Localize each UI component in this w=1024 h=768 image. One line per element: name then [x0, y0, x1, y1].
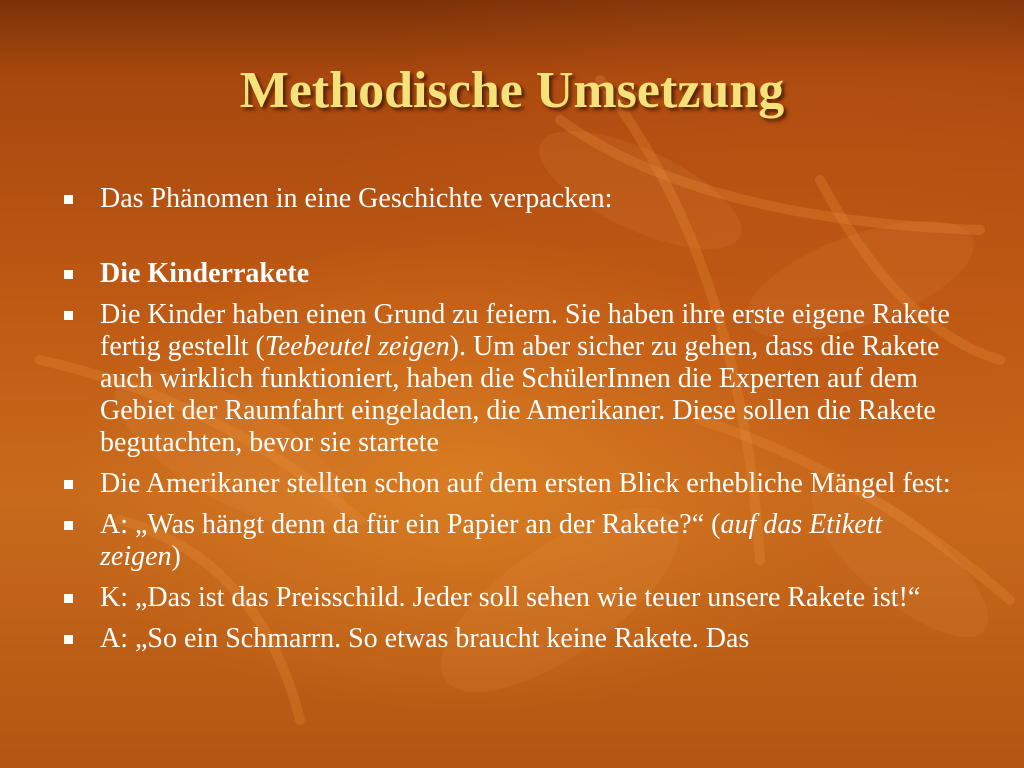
- bullet-item: [60, 623, 965, 655]
- bullet-list: [60, 183, 965, 655]
- square-bullet-icon: [64, 311, 73, 320]
- bullet-item: [60, 509, 965, 573]
- bullet-text: Die Kinder haben einen Grund zu feiern. Sie haben ihre erste eigene Rakete fertig gestellt (: [100, 299, 950, 362]
- square-bullet-icon: [64, 594, 73, 603]
- bullet-text: K: „Das ist das Preisschild. Jeder soll sehen wie teuer unsere Rakete ist!“: [100, 582, 921, 613]
- stage-direction-text: auf das Etikett zeigen: [100, 509, 883, 572]
- bullet-item: [60, 299, 965, 459]
- bullet-text: Das Phänomen in eine Geschichte verpacken:: [100, 183, 613, 214]
- bullet-text: A: „So ein Schmarrn. So etwas braucht keine Rakete. Das: [100, 623, 750, 654]
- square-bullet-icon: [64, 480, 73, 489]
- bullet-item: [60, 183, 965, 215]
- bullet-text: A: „Was hängt denn da für ein Papier an der Rakete?“ (: [100, 509, 721, 540]
- bullet-item: [60, 582, 965, 614]
- bullet-item: [60, 468, 965, 500]
- slide-title: Methodische Umsetzung: [239, 62, 785, 119]
- square-bullet-icon: [64, 635, 73, 644]
- square-bullet-icon: [64, 195, 73, 204]
- bullet-item-heading: [60, 258, 965, 290]
- square-bullet-icon: [64, 270, 73, 279]
- square-bullet-icon: [64, 521, 73, 530]
- bullet-text: ). Um aber sicher zu gehen, dass die Rakete auch wirklich funktioniert, haben die SchülerInnen die Experten auf dem Gebiet der Raumfahrt eingeladen, die Amerikaner. Diese sollen die Rakete begutachten, bevor sie startete: [100, 331, 940, 458]
- bullet-heading-text: Die Kinderrakete: [100, 258, 310, 289]
- bullet-text: ): [171, 541, 181, 572]
- bullet-text: Die Amerikaner stellten schon auf dem ersten Blick erhebliche Mängel fest:: [100, 468, 951, 499]
- stage-direction-text: Teebeutel zeigen: [264, 331, 450, 362]
